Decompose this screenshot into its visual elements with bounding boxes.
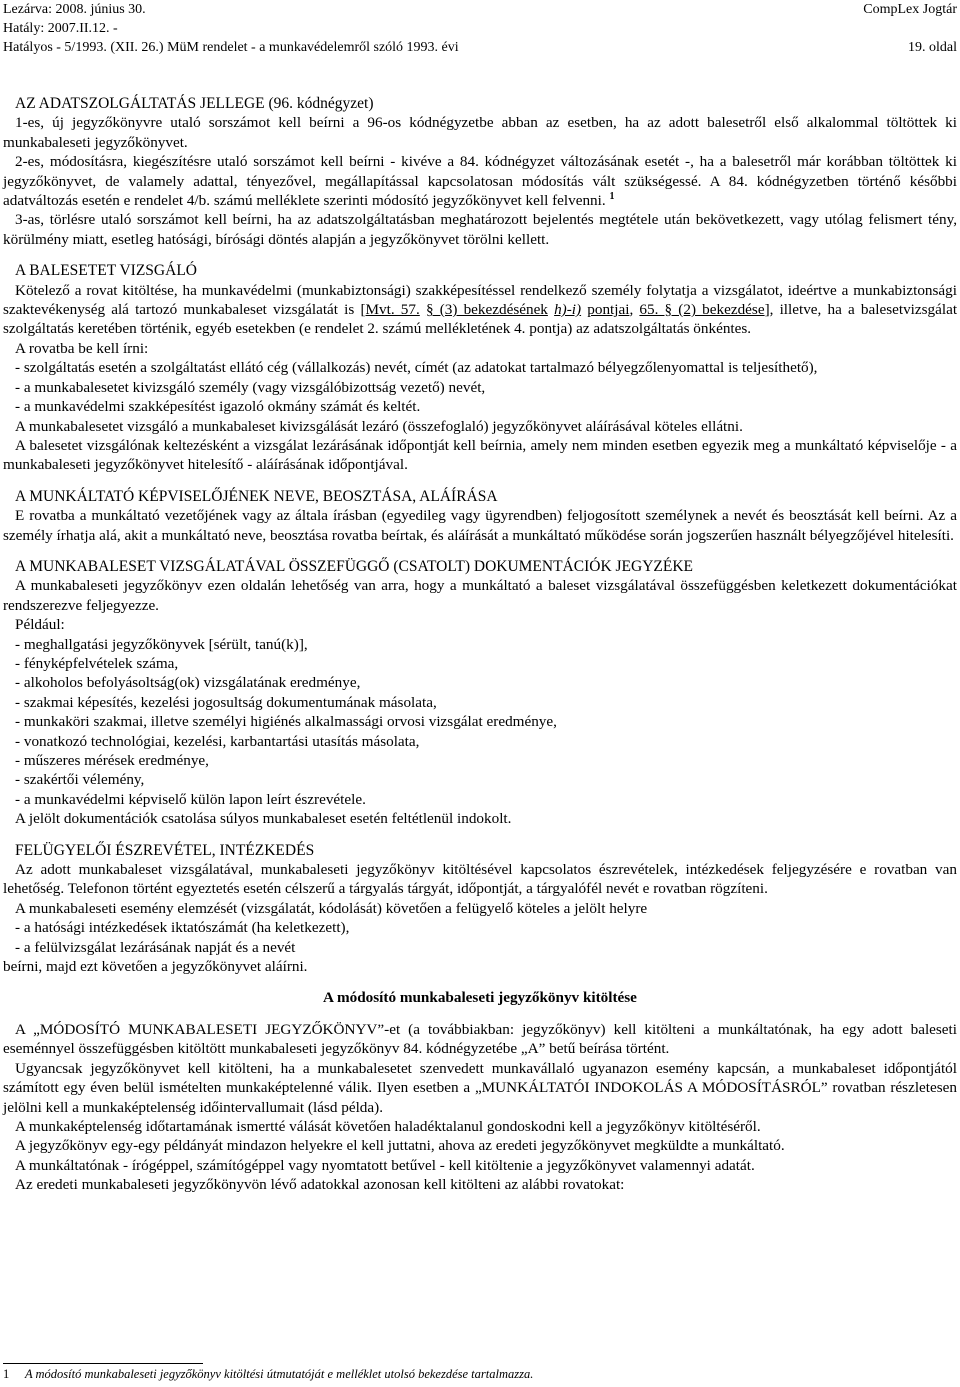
paragraph: 3-as, törlésre utaló sorszámot kell beírni, ha az adatszolgáltatásban meghatározott bejelentés megtétele után bekövetkezett, vagy utólag felismert tény, körülmény miatt, esetleg hatósági, bírósági döntés alapján a jegyzőkönyvet törölni kellett. — [3, 211, 957, 248]
list-item: - alkoholos befolyásoltság(ok) vizsgálatának eredménye, — [15, 674, 361, 692]
paragraph: Ugyancsak jegyzőkönyvet kell kitölteni, ha a munkabalesetet szenvedett munkavállaló ugyanazon esemény kapcsán, a munkabaleset időpontjától számított egy éven belül ismételten munkaképtelenné válik. Ilyen esetben a „MUNKÁLTATÓI INDOKOLÁS A MÓDOSÍTÁSRÓL” rovatban részletesen jelölni kell a munkaképtelenség időintervallumait (lásd példa). — [3, 1059, 957, 1116]
header-effective-date: Hatály: 2007.II.12. - — [3, 21, 118, 36]
page-header — [3, 0, 957, 57]
paragraph: Az adott munkabaleset vizsgálatával, munkabaleseti jegyzőkönyv kitöltésével kapcsolatos észrevételek, intézkedések feljegyzésére e rovatban van lehetőség. Telefonon történt egyeztetés esetén célszerű a tárgyalás tárgyát, időpontját, a tárgyalófél nevét e rovatban rögzíteni. — [3, 861, 957, 898]
paragraph — [3, 281, 957, 339]
list-item: - a munkavédelmi képviselő külön lapon leírt észrevétele. — [15, 790, 366, 808]
paragraph: A jelölt dokumentációk csatolása súlyos munkabaleset esetén feltétlenül indokolt. — [15, 810, 512, 828]
paragraph: A rovatba be kell írni: — [15, 339, 149, 357]
paragraph — [3, 152, 957, 210]
list-item: - a hatósági intézkedések iktatószámát (ha keletkezett), — [15, 919, 350, 937]
list-item: - a munkavédelmi szakképesítést igazoló okmány számát és keltét. — [15, 398, 421, 416]
list-item: - szakmai képesítés, kezelési jogosultság dokumentumának másolata, — [15, 693, 437, 711]
law-link-section-3[interactable]: § (3) bekezdésének — [425, 301, 548, 319]
list-item: - meghallgatási jegyzőkönyvek [sérült, tanú(k)], — [15, 635, 308, 653]
section-title-felugyeloi-eszrevetel: FELÜGYELŐI ÉSZREVÉTEL, INTÉZKEDÉS — [15, 841, 315, 859]
text-separator: , — [629, 301, 640, 319]
paragraph-text: ], illetve, ha a balesetvizsgálat szolgáltatás keretében történik, egyéb esetekben (e rendelet 2. számú mellékletének 4. pontja) az adatszolgáltatás önkéntes. — [3, 301, 958, 338]
section-title-vizsgalo: A BALESETET VIZSGÁLÓ — [15, 262, 197, 280]
section-title-munkaltato-kepviseloje: A MUNKÁLTATÓ KÉPVISELŐJÉNEK NEVE, BEOSZTÁSA, ALÁÍRÁSA — [15, 487, 498, 505]
paragraph: beírni, majd ezt követően a jegyzőkönyvet aláírni. — [3, 958, 308, 976]
paragraph: Például: — [15, 616, 65, 634]
header-page-number: 19. oldal — [908, 40, 957, 55]
list-item: - a munkabalesetet kivizsgáló személy (vagy vizsgálóbizottság vezető) nevét, — [15, 378, 486, 396]
paragraph: A munkabalesetet vizsgáló a munkabaleset kivizsgálását lezáró (összefoglaló) jegyzőkönyvet aláírásával köteles ellátni. — [15, 417, 743, 435]
section-title-adatszolgaltatas: AZ ADATSZOLGÁLTATÁS JELLEGE (96. kódnégyzet) — [15, 95, 374, 112]
law-link-65-2[interactable]: 65. § (2) bekezdése — [639, 301, 765, 319]
header-publisher: CompLex Jogtár — [863, 2, 957, 17]
law-link-points-h-i[interactable]: h)-i) — [554, 301, 582, 319]
list-item: - szakértői vélemény, — [15, 771, 145, 789]
footnote-reference[interactable]: 1 — [609, 191, 615, 203]
law-link-pontjai[interactable]: pontjai — [587, 301, 630, 319]
paragraph-text: 2-es, módosításra, kiegészítésre utaló sorszámot kell beírni - kivéve a 84. kódnégyzet változásának esetét -, ha a balesetről már korábban töltöttek ki jegyzőkönyvet, de valamely adattal, tényezővel, megállapítással kapcsolatosan módosítás vált szükségessé. A 84. kódnégyzetben történő későbbi adatváltozás esetén e rendelet 4/b. számú melléklete szerinti módosító jegyzőkönyvet kell felvenni. — [3, 153, 957, 210]
section-title-dokumentaciok: A MUNKABALESET VIZSGÁLATÁVAL ÖSSZEFÜGGŐ (CSATOLT) DOKUMENTÁCIÓK JEGYZÉKE — [15, 557, 693, 575]
list-item: - a felülvizsgálat lezárásának napját és a nevét — [15, 938, 296, 956]
footnote-number: 1 — [3, 1367, 10, 1381]
list-item: - munkaköri szakmai, illetve személyi higiénés alkalmassági orvosi vizsgálat eredménye, — [15, 713, 557, 731]
list-item: - műszeres mérések eredménye, — [15, 752, 209, 769]
section-title-modosito-jegyzokonyv: A módosító munkabaleseti jegyzőkönyv kitöltése — [323, 989, 637, 1007]
footnote-text: A módosító munkabaleseti jegyzőkönyv kitöltési útmutatóját e melléklet utolsó bekezdése tartalmazza. — [25, 1367, 534, 1381]
paragraph: 1-es, új jegyzőkönyvre utaló sorszámot kell beírni a 96-os kódnégyzetbe abban az esetben, ha az adott balesetről első alkalommal töltöttek ki munkabaleseti jegyzőkönyvet. — [3, 114, 957, 151]
paragraph: A balesetet vizsgálónak keltezésként a vizsgálat lezárásának időpontját kell beírnia, amely nem minden esetben egyezik meg a munkáltató képviselője - a munkabaleseti jegyzőkönyvet hitelesítő - aláírásának időpontjával. — [3, 436, 957, 474]
paragraph: A munkaképtelenség időtartamának ismertté válását követően haladéktalanul gondoskodni kell a jegyzőkönyv kitöltéséről. — [15, 1117, 761, 1135]
list-item: - fényképfelvételek száma, — [15, 654, 179, 672]
paragraph-text: Kötelező a rovat kitöltése, ha munkavédelmi (munkabiztonsági) szakképesítéssel rendelkező személy folytatja a vizsgálatot, ideértve a munkabiztonsági szaktevékenység alá tartozó munkabaleset vizsgálatát is [ — [3, 281, 957, 319]
paragraph: Az eredeti munkabaleseti jegyzőkönyvön lévő adatokkal azonosan kell kitölteni az alábbi rovatokat: — [15, 1176, 625, 1194]
paragraph: A „MÓDOSÍTÓ MUNKABALESETI JEGYZŐKÖNYV”-et (a továbbiakban: jegyzőkönyv) kell kitölteni a munkáltatónak, ha egy adott baleseti eseménnyel összefüggésben kitöltött munkabaleseti jegyzőkönyv 84. kódnégyzetébe „A” betű beírása történt. — [3, 1020, 957, 1058]
header-closing-date: Lezárva: 2008. június 30. — [3, 2, 146, 17]
footnote-divider — [3, 1363, 203, 1364]
footnote — [3, 1366, 957, 1383]
header-document-title: Hatályos - 5/1993. (XII. 26.) MüM rendelet - a munkavédelemről szóló 1993. évi — [3, 40, 459, 55]
paragraph: A jegyzőkönyv egy-egy példányát mindazon helyekre el kell juttatni, ahova az eredeti jegyzőkönyvet megküldte a munkáltató. — [15, 1137, 785, 1155]
list-item: - szolgáltatás esetén a szolgáltatást ellátó cég (vállalkozás) nevét, címét (az adatokat tartalmazó bélyegzőlenyomattal is teljesíthető), — [15, 359, 818, 377]
list-item: - vonatkozó technológiai, kezelési, karbantartási utasítás másolata, — [15, 732, 420, 750]
law-link-mvt-57[interactable]: Mvt. 57. — [365, 301, 420, 319]
document-body — [3, 94, 957, 1195]
paragraph: A munkáltatónak - írógéppel, számítógéppel vagy nyomtatott betűvel - kell kitöltenie a jegyzőkönyvet valamennyi adatát. — [15, 1156, 755, 1174]
paragraph: E rovatba a munkáltató vezetőjének vagy az általa írásban (egyedileg vagy ügyrendben) feljogosított személynek a nevét és beosztását kell beírni. Az a személy írhatja alá, akit a munkáltató neve, beosztása rovatba beírtak, és aláírását a munkáltató működése során jogszerűen használt bélyegzőjével hitelesíti. — [3, 507, 957, 544]
paragraph: A munkabaleseti jegyzőkönyv ezen oldalán lehetőség van arra, hogy a munkáltató a baleset vizsgálatával összefüggésben keletkezett dokumentációkat rendszerezve feljegyezze. — [3, 577, 957, 614]
paragraph: A munkabaleseti esemény elemzését (vizsgálatát, kódolását) követően a felügyelő köteles a jelölt helyre — [15, 899, 648, 917]
